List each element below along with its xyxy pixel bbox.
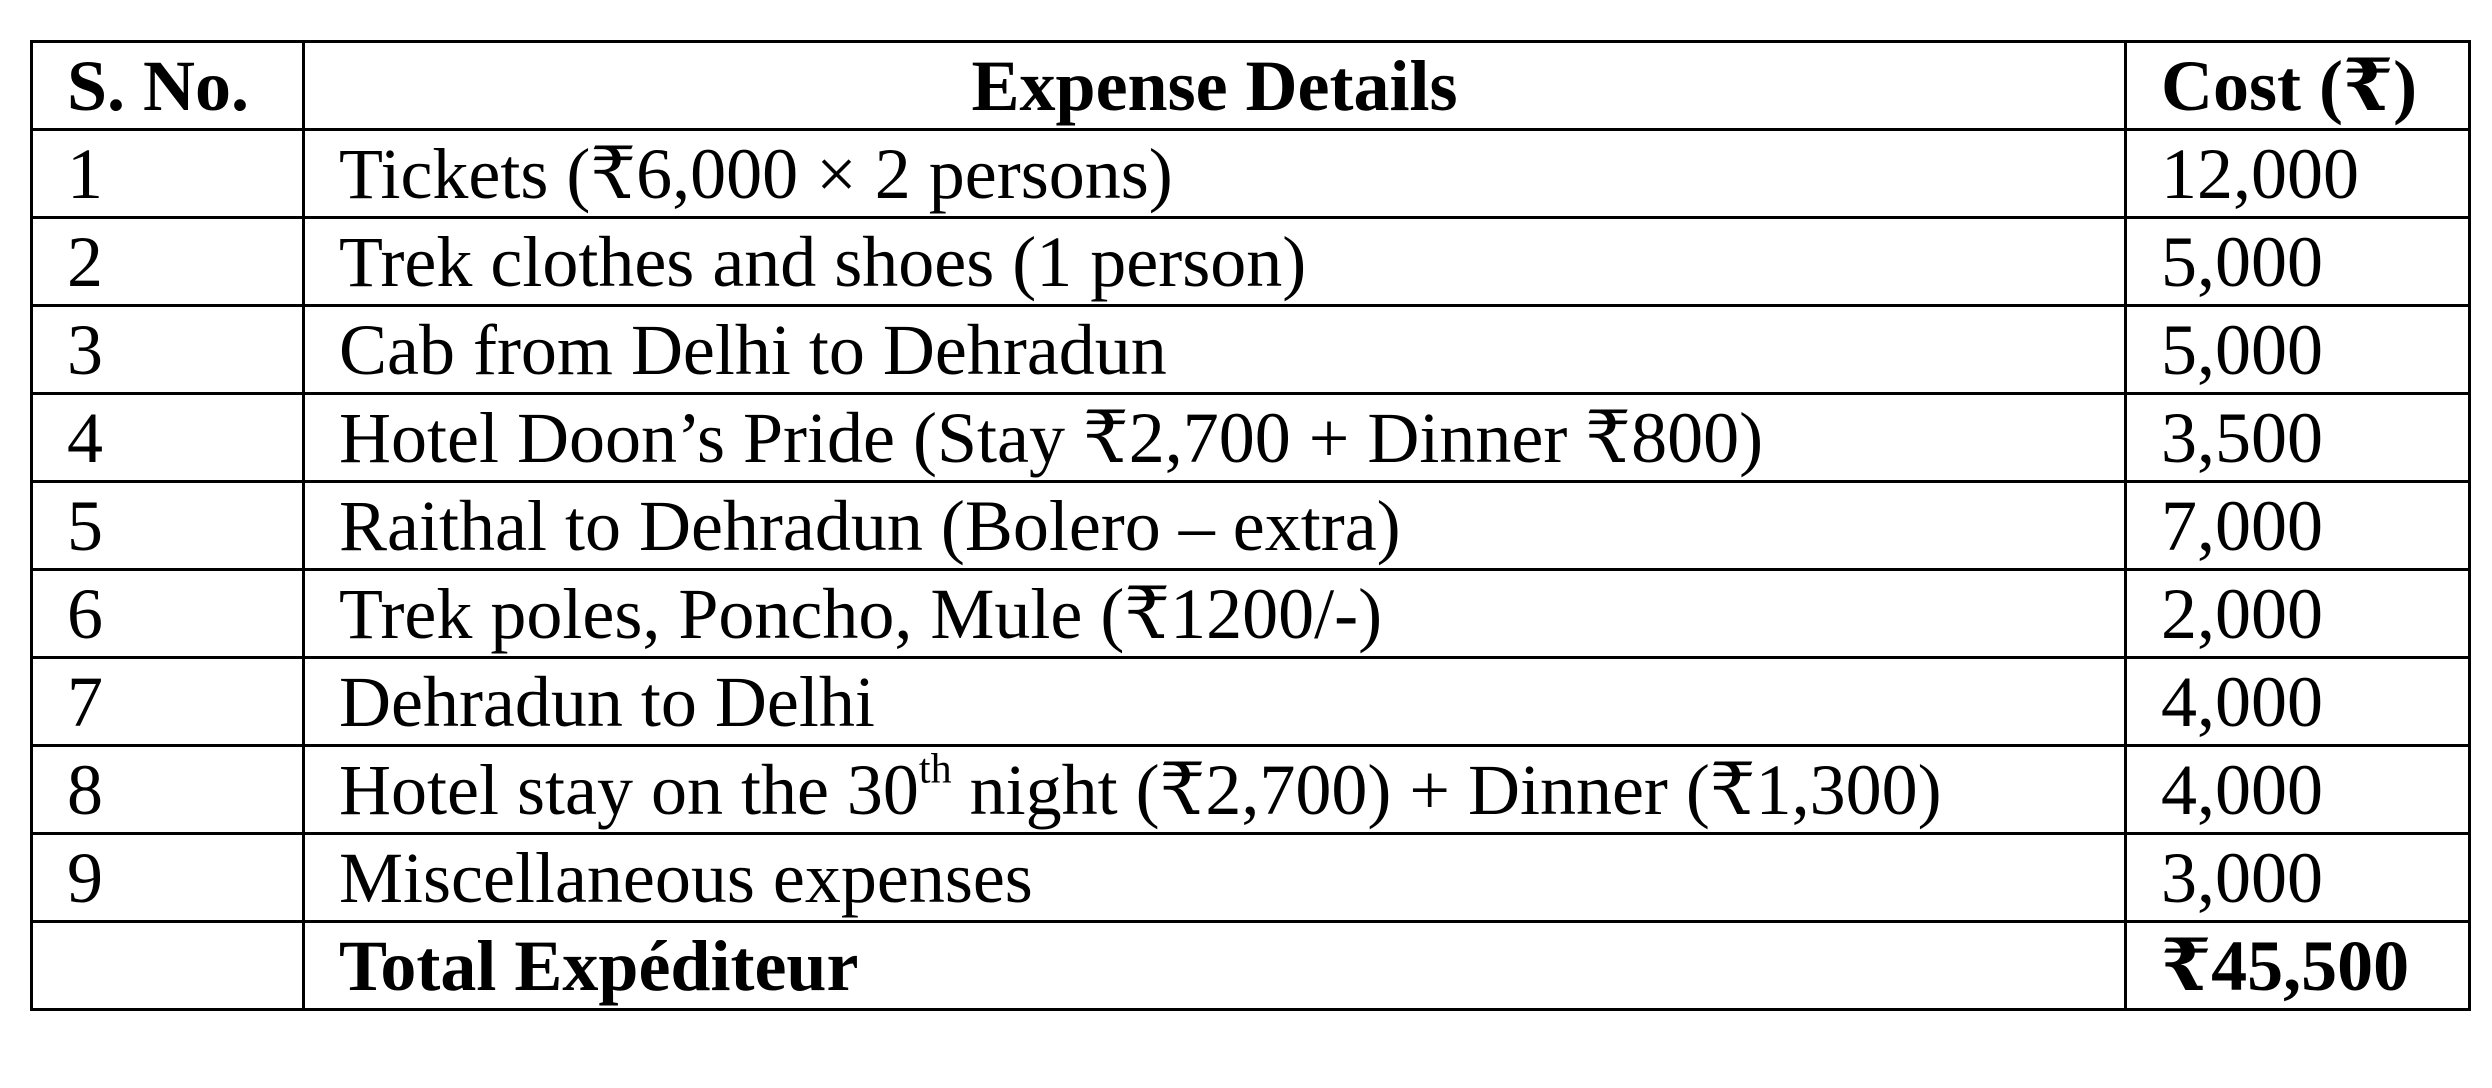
table-row <box>32 306 2470 394</box>
table-row <box>32 834 2470 922</box>
row-details: Trek clothes and shoes (1 person) <box>304 218 2126 306</box>
row-details-text: night (₹2,700) + Dinner (₹1,300) <box>951 749 1942 830</box>
header-sno: S. No. <box>32 42 304 130</box>
row-cost: 3,000 <box>2126 834 2470 922</box>
ordinal-suffix: th <box>918 746 952 792</box>
row-cost: 5,000 <box>2126 306 2470 394</box>
row-details: Trek poles, Poncho, Mule (₹1200/-) <box>304 570 2126 658</box>
row-sno: 2 <box>32 218 304 306</box>
header-cost: Cost (₹) <box>2126 42 2470 130</box>
header-expense-details: Expense Details <box>304 42 2126 130</box>
row-details-text: Hotel stay on the 30 <box>339 749 919 830</box>
row-sno: 5 <box>32 482 304 570</box>
table-row <box>32 394 2470 482</box>
row-cost: 12,000 <box>2126 130 2470 218</box>
row-sno: 9 <box>32 834 304 922</box>
row-details: Dehradun to Delhi <box>304 658 2126 746</box>
row-cost: 4,000 <box>2126 746 2470 834</box>
row-details: Miscellaneous expenses <box>304 834 2126 922</box>
row-sno: 7 <box>32 658 304 746</box>
row-cost: 3,500 <box>2126 394 2470 482</box>
total-sno <box>32 922 304 1010</box>
table-row <box>32 746 2470 834</box>
row-sno: 1 <box>32 130 304 218</box>
row-details: Tickets (₹6,000 × 2 persons) <box>304 130 2126 218</box>
table-row <box>32 218 2470 306</box>
total-row <box>32 922 2470 1010</box>
header-row <box>32 42 2470 130</box>
table-row <box>32 482 2470 570</box>
row-sno: 6 <box>32 570 304 658</box>
row-details: Hotel Doon’s Pride (Stay ₹2,700 + Dinner ₹800) <box>304 394 2126 482</box>
table-row <box>32 570 2470 658</box>
row-sno: 3 <box>32 306 304 394</box>
total-cost: ₹45,500 <box>2126 922 2470 1010</box>
expense-table <box>30 40 2471 1011</box>
row-cost: 4,000 <box>2126 658 2470 746</box>
row-details: Raithal to Dehradun (Bolero – extra) <box>304 482 2126 570</box>
row-cost: 7,000 <box>2126 482 2470 570</box>
total-label: Total Expéditeur <box>304 922 2126 1010</box>
table-row <box>32 130 2470 218</box>
row-cost: 5,000 <box>2126 218 2470 306</box>
row-sno: 4 <box>32 394 304 482</box>
table-row <box>32 658 2470 746</box>
row-sno: 8 <box>32 746 304 834</box>
row-details: Cab from Delhi to Dehradun <box>304 306 2126 394</box>
row-cost: 2,000 <box>2126 570 2470 658</box>
row-details <box>304 746 2126 834</box>
